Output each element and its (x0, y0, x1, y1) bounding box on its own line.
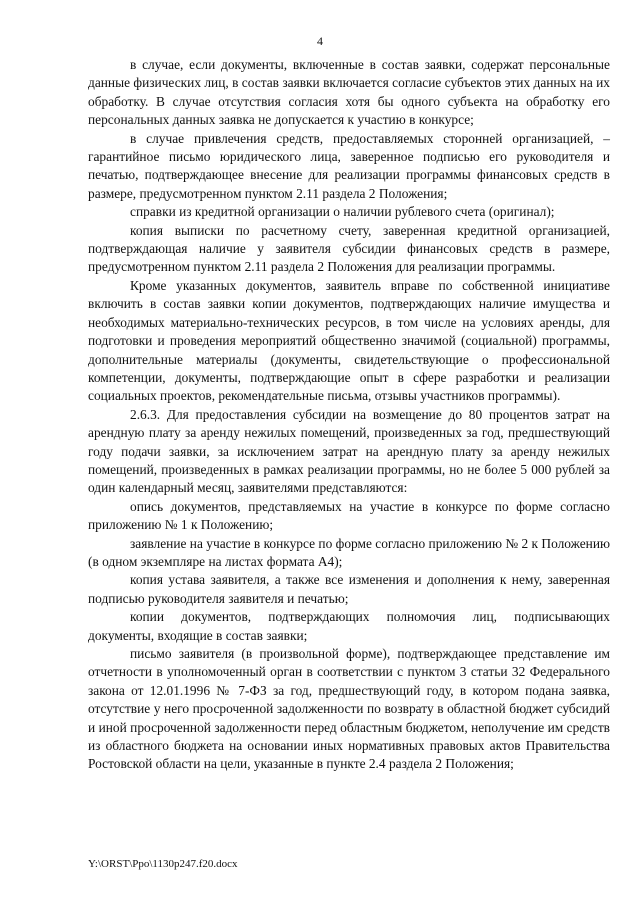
paragraph-bank-certificate: справки из кредитной организации о наличии рублевого счета (оригинал); (130, 204, 555, 220)
paragraph-charter-copy: копия устава заявителя, а также все изменения и дополнения к нему, заверенная подписью руководителя заявителя и печатью; (88, 572, 610, 606)
paragraph-document-inventory: опись документов, представляемых на участие в конкурсе по форме согласно приложению № 1 к Положению; (88, 498, 610, 533)
paragraph-applicant-letter: письмо заявителя (в произвольной форме), подтверждающее представление им отчетности в уполномоченный орган в соответствии с пунктом 3 статьи 32 Федерального закона от 12.01.1996 № 7-ФЗ за год, предшествующий году, в котором подана заявка, отсутствие у него просроченной задолженности по возврату в областной бюджет субсидий и иной просроченной задолженности перед областным бюджетом, неполучение им средств из областного бюджета на основании иных нормативных правовых актов Правительства Ростовской области на цели, указанные в пункте 2.4 раздела 2 Положения; (88, 646, 610, 772)
paragraph-authority-documents: копии документов, подтверждающих полномочия лиц, подписывающих документы, входящие в состав заявки; (88, 609, 610, 643)
paragraph-personal-data-consent: в случае, если документы, включенные в состав заявки, содержат персональные данные физических лиц, в состав заявки включается согласие субъектов этих данных на их обработку. В случае отсутствия согласия хотя бы одного субъекта на обработку его персональных данных заявка не допускается к участию в конкурсе; (88, 57, 610, 128)
document-body (88, 56, 610, 774)
footer-file-path: Y:\ORST\Ppo\1130p247.f20.docx (88, 858, 238, 870)
paragraph-application-form: заявление на участие в конкурсе по форме согласно приложению № 2 к Положению (в одном экземпляре на листах формата А4); (88, 535, 610, 569)
paragraph-clause-2-6-3: 2.6.3. Для предоставления субсидии на возмещение до 80 процентов затрат на арендную плату за аренду нежилых помещений, произведенных за год, предшествующий году подачи заявки, за исключением затрат на арендную плату за аренду нежилых помещений, произведенных в рамках реализации программы, но не более 5 000 рублей за один календарный месяц, заявителями представляются: (88, 406, 610, 496)
paragraph-account-statement: копия выписки по расчетному счету, заверенная кредитной организацией, подтверждающая наличие у заявителя субсидии финансовых средств в размере, предусмотренном пунктом 2.11 раздела 2 Положения для реализации программы. (88, 222, 610, 275)
page-number: 4 (317, 34, 323, 48)
paragraph-guarantee-letter: в случае привлечения средств, предоставляемых сторонней организацией, – гарантийное письмо юридического лица, заверенное подписью его руководителя и печатью, подтверждающее внесение для реализации программы финансовых средств в размере, предусмотренном пунктом 2.11 раздела 2 Положения; (88, 130, 610, 201)
paragraph-additional-documents: Кроме указанных документов, заявитель вправе по собственной инициативе включить в состав заявки копии документов, подтверждающих наличие имущества и необходимых материально-технических ресурсов, в том числе на условиях аренды, для подготовки и проведения мероприятий общественно значимой (социальной) программы, дополнительные материалы (документы, свидетельствующие о профессиональной компетенции, документы, подтверждающие опыт в сфере разработки и реализации социальных проектов, рекомендательные письма, отзывы участников программы). (88, 277, 610, 404)
